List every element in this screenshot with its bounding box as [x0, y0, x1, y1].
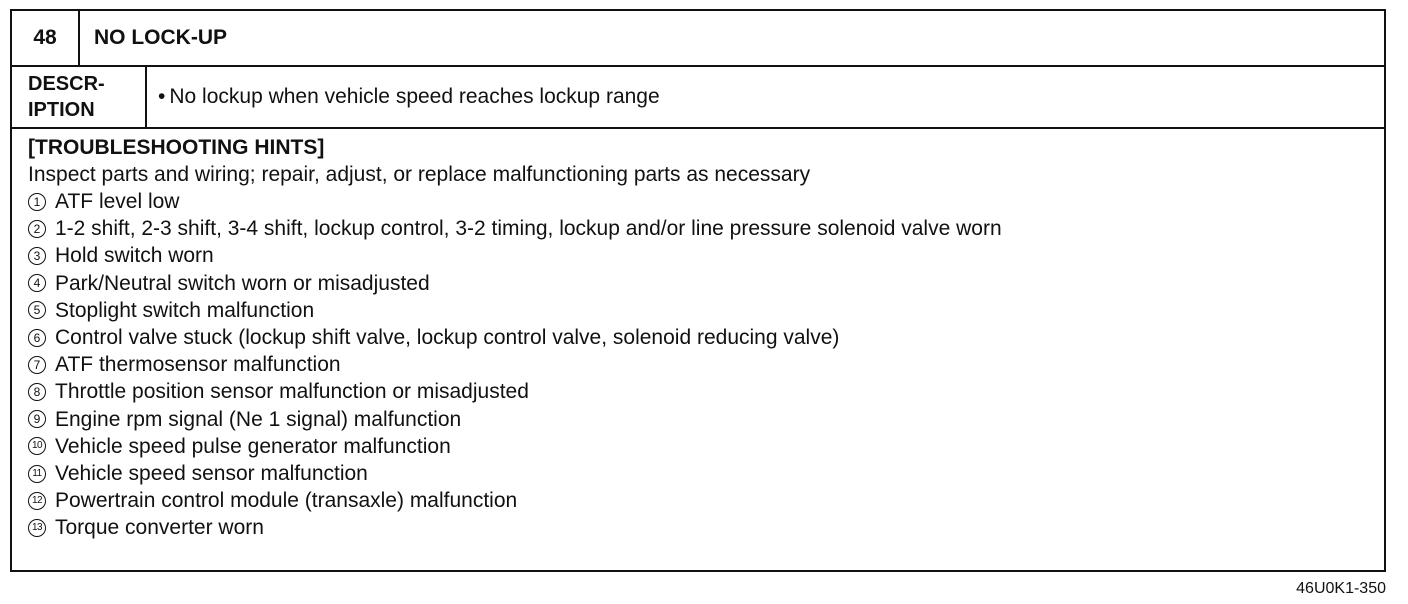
description-text: No lockup when vehicle speed reaches lockup range	[169, 85, 660, 108]
procedure-title: NO LOCK-UP	[94, 26, 227, 49]
hint-text: 1-2 shift, 2-3 shift, 3-4 shift, lockup control, 3-2 timing, lockup and/or line pressure solenoid valve worn	[55, 217, 1002, 241]
circled-number-icon: 7	[28, 356, 46, 374]
description-label-line2: IPTION	[28, 99, 95, 121]
circled-number-icon: 2	[28, 220, 46, 238]
hint-list	[28, 188, 1374, 542]
hint-text: ATF thermosensor malfunction	[55, 353, 341, 377]
hint-text: Powertrain control module (transaxle) malfunction	[55, 489, 518, 513]
circled-number-icon: 1	[28, 193, 46, 211]
description-label	[12, 67, 147, 127]
hint-text: Throttle position sensor malfunction or misadjusted	[55, 380, 529, 404]
figure-code: 46U0K1-350	[1296, 580, 1386, 597]
hint-item	[28, 351, 1374, 378]
hint-item	[28, 406, 1374, 433]
hint-text: ATF level low	[55, 190, 180, 213]
description-label-line1: DESCR-	[28, 73, 105, 95]
hint-text: Vehicle speed pulse generator malfunction	[55, 434, 451, 458]
hint-text: Torque converter worn	[55, 516, 264, 540]
circled-number-icon: 11	[28, 465, 46, 483]
circled-number-icon: 4	[28, 274, 46, 292]
hint-text: Engine rpm signal (Ne 1 signal) malfunction	[55, 407, 462, 431]
bullet-icon: •	[158, 85, 166, 108]
hint-item	[28, 242, 1374, 269]
troubleshooting-table	[10, 9, 1386, 572]
circled-number-icon: 5	[28, 301, 46, 319]
circled-number-icon: 6	[28, 329, 46, 347]
hint-text: Control valve stuck (lockup shift valve, lockup control valve, solenoid reducing valve)	[55, 326, 840, 350]
description-row	[12, 67, 1384, 129]
hint-text: Park/Neutral switch worn or misadjusted	[55, 271, 430, 295]
hint-text: Hold switch worn	[55, 244, 214, 268]
circled-number-icon: 8	[28, 383, 46, 401]
hint-item	[28, 433, 1374, 460]
hints-heading: [TROUBLESHOOTING HINTS]	[28, 136, 325, 159]
circled-number-icon: 3	[28, 247, 46, 265]
circled-number-icon: 12	[28, 492, 46, 510]
hint-text: Stoplight switch malfunction	[55, 298, 315, 322]
hint-item	[28, 487, 1374, 514]
circled-number-icon: 13	[28, 519, 46, 537]
hint-item	[28, 188, 1374, 215]
hint-item	[28, 297, 1374, 324]
hint-text: Vehicle speed sensor malfunction	[55, 462, 368, 486]
hint-item	[28, 215, 1374, 242]
hint-item	[28, 378, 1374, 405]
hint-item	[28, 460, 1374, 487]
procedure-number: 48	[12, 11, 80, 65]
hint-item	[28, 324, 1374, 351]
circled-number-icon: 9	[28, 410, 46, 428]
hint-item	[28, 514, 1374, 541]
description-text-cell	[158, 67, 660, 127]
title-row	[12, 11, 1384, 67]
hints-intro: Inspect parts and wiring; repair, adjust, or replace malfunctioning parts as necessary	[28, 163, 811, 186]
circled-number-icon: 10	[28, 437, 46, 455]
troubleshooting-hints	[28, 135, 1374, 542]
hint-item	[28, 270, 1374, 297]
